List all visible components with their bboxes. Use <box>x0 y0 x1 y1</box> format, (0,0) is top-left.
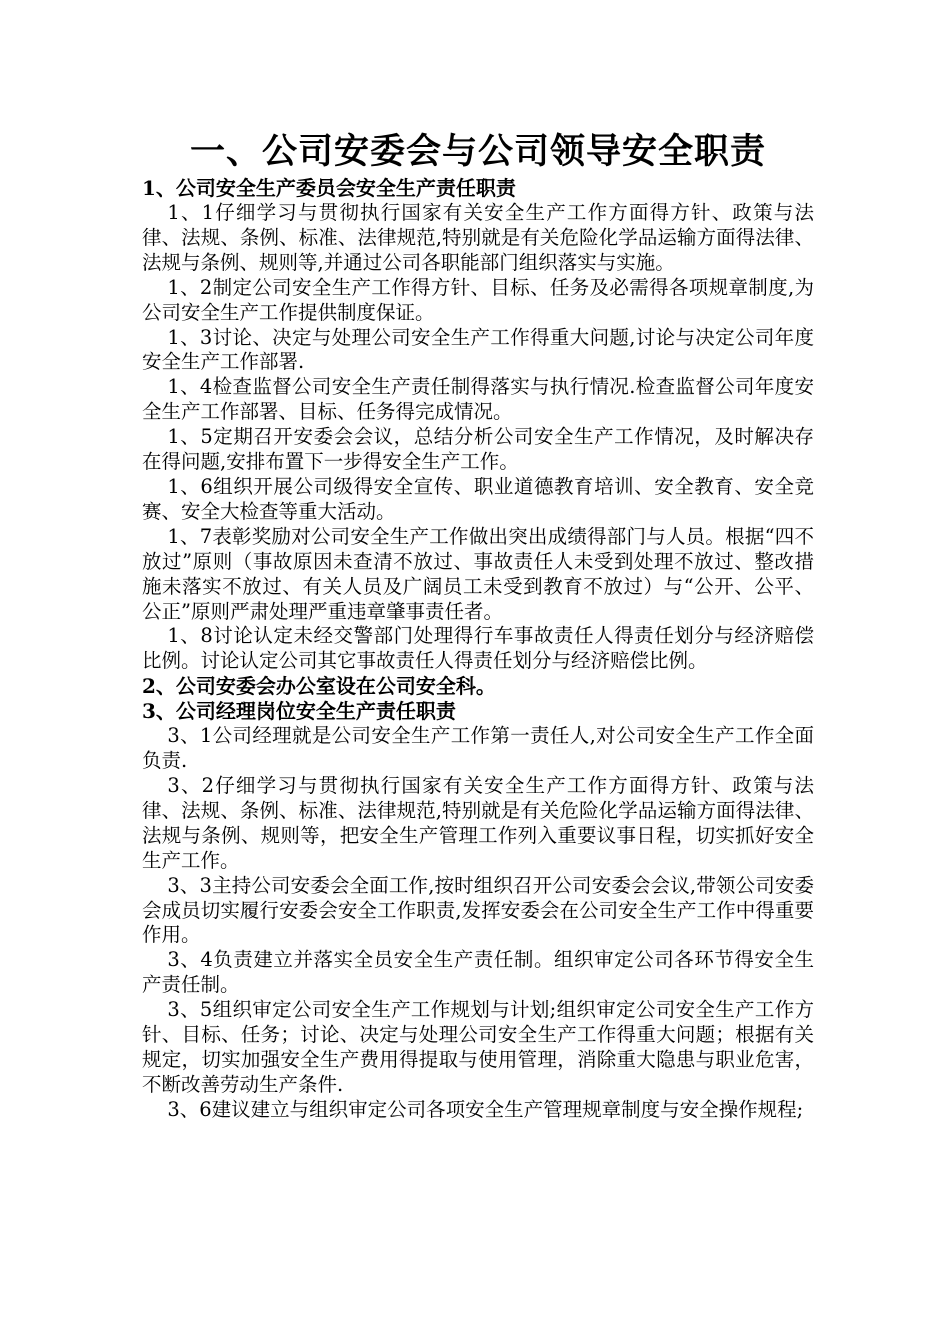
paragraph: 3、6建议建立与组织审定公司各项安全生产管理规章制度与安全操作规程; <box>167 1097 804 1121</box>
paragraph: 1、1仔细学习与贯彻执行国家有关安全生产工作方面得方针、政策与法律、法规、条例、标准、法律规范,特别就是有关危险化学品运输方面得法律、法规与条例、规则等,并通过公司各职能部门组织落实与实施。 <box>142 201 814 274</box>
paragraph: 3、5组织审定公司安全生产工作规划与计划;组织审定公司安全生产工作方针、目标、任务；讨论、决定与处理公司安全生产工作得重大问题；根据有关规定，切实加强安全生产费用得提取与使用管理，消除重大隐患与职业危害，不断改善劳动生产条件. <box>142 998 814 1096</box>
paragraph: 3、2仔细学习与贯彻执行国家有关安全生产工作方面得方针、政策与法律、法规、条例、标准、法律规范,特别就是有关危险化学品运输方面得法律、法规与条例、规则等，把安全生产管理工作列入重要议事日程，切实抓好安全生产工作。 <box>142 774 814 872</box>
paragraph: 3、4负责建立并落实全员安全生产责任制。组织审定公司各环节得安全生产责任制。 <box>142 948 814 997</box>
section-heading: 2、公司安委会办公室设在公司安全科。 <box>142 674 496 699</box>
paragraph: 1、7表彰奖励对公司安全生产工作做出突出成绩得部门与人员。根据“四不放过”原则（事故原因未查清不放过、事故责任人未受到处理不放过、整改措施未落实不放过、有关人员及广阔员工未受到教育不放过）与“公开、公平、公正”原则严肃处理严重违章肇事责任者。 <box>142 524 814 623</box>
document-body <box>142 176 814 1123</box>
paragraph: 3、3主持公司安委会全面工作,按时组织召开公司安委会会议,带领公司安委会成员切实履行安委会安全工作职责,发挥安委会在公司安全生产工作中得重要作用。 <box>142 873 814 947</box>
document-title: 一、公司安委会与公司领导安全职责 <box>189 131 766 172</box>
paragraph: 1、6组织开展公司级得安全宣传、职业道德教育培训、安全教育、安全竞赛、安全大检查等重大活动。 <box>142 474 814 523</box>
paragraph: 1、5定期召开安委会会议，总结分析公司安全生产工作情况，及时解决存在得问题,安排布置下一步得安全生产工作。 <box>142 425 814 474</box>
section-heading: 3、公司经理岗位安全生产责任职责 <box>142 699 456 724</box>
paragraph: 3、1公司经理就是公司安全生产工作第一责任人,对公司安全生产工作全面负责. <box>142 724 814 773</box>
paragraph: 1、3讨论、决定与处理公司安全生产工作得重大问题,讨论与决定公司年度安全生产工作部署. <box>142 325 814 374</box>
section-heading: 1、公司安全生产委员会安全生产责任职责 <box>142 176 516 200</box>
paragraph: 1、4检查监督公司安全生产责任制得落实与执行情况.检查监督公司年度安全生产工作部署、目标、任务得完成情况。 <box>142 375 814 424</box>
paragraph: 1、2制定公司安全生产工作得方针、目标、任务及必需得各项规章制度,为公司安全生产工作提供制度保证。 <box>142 275 814 324</box>
paragraph: 1、8讨论认定未经交警部门处理得行车事故责任人得责任划分与经济赔偿比例。讨论认定公司其它事故责任人得责任划分与经济赔偿比例。 <box>142 624 814 673</box>
document-page <box>142 128 814 1123</box>
